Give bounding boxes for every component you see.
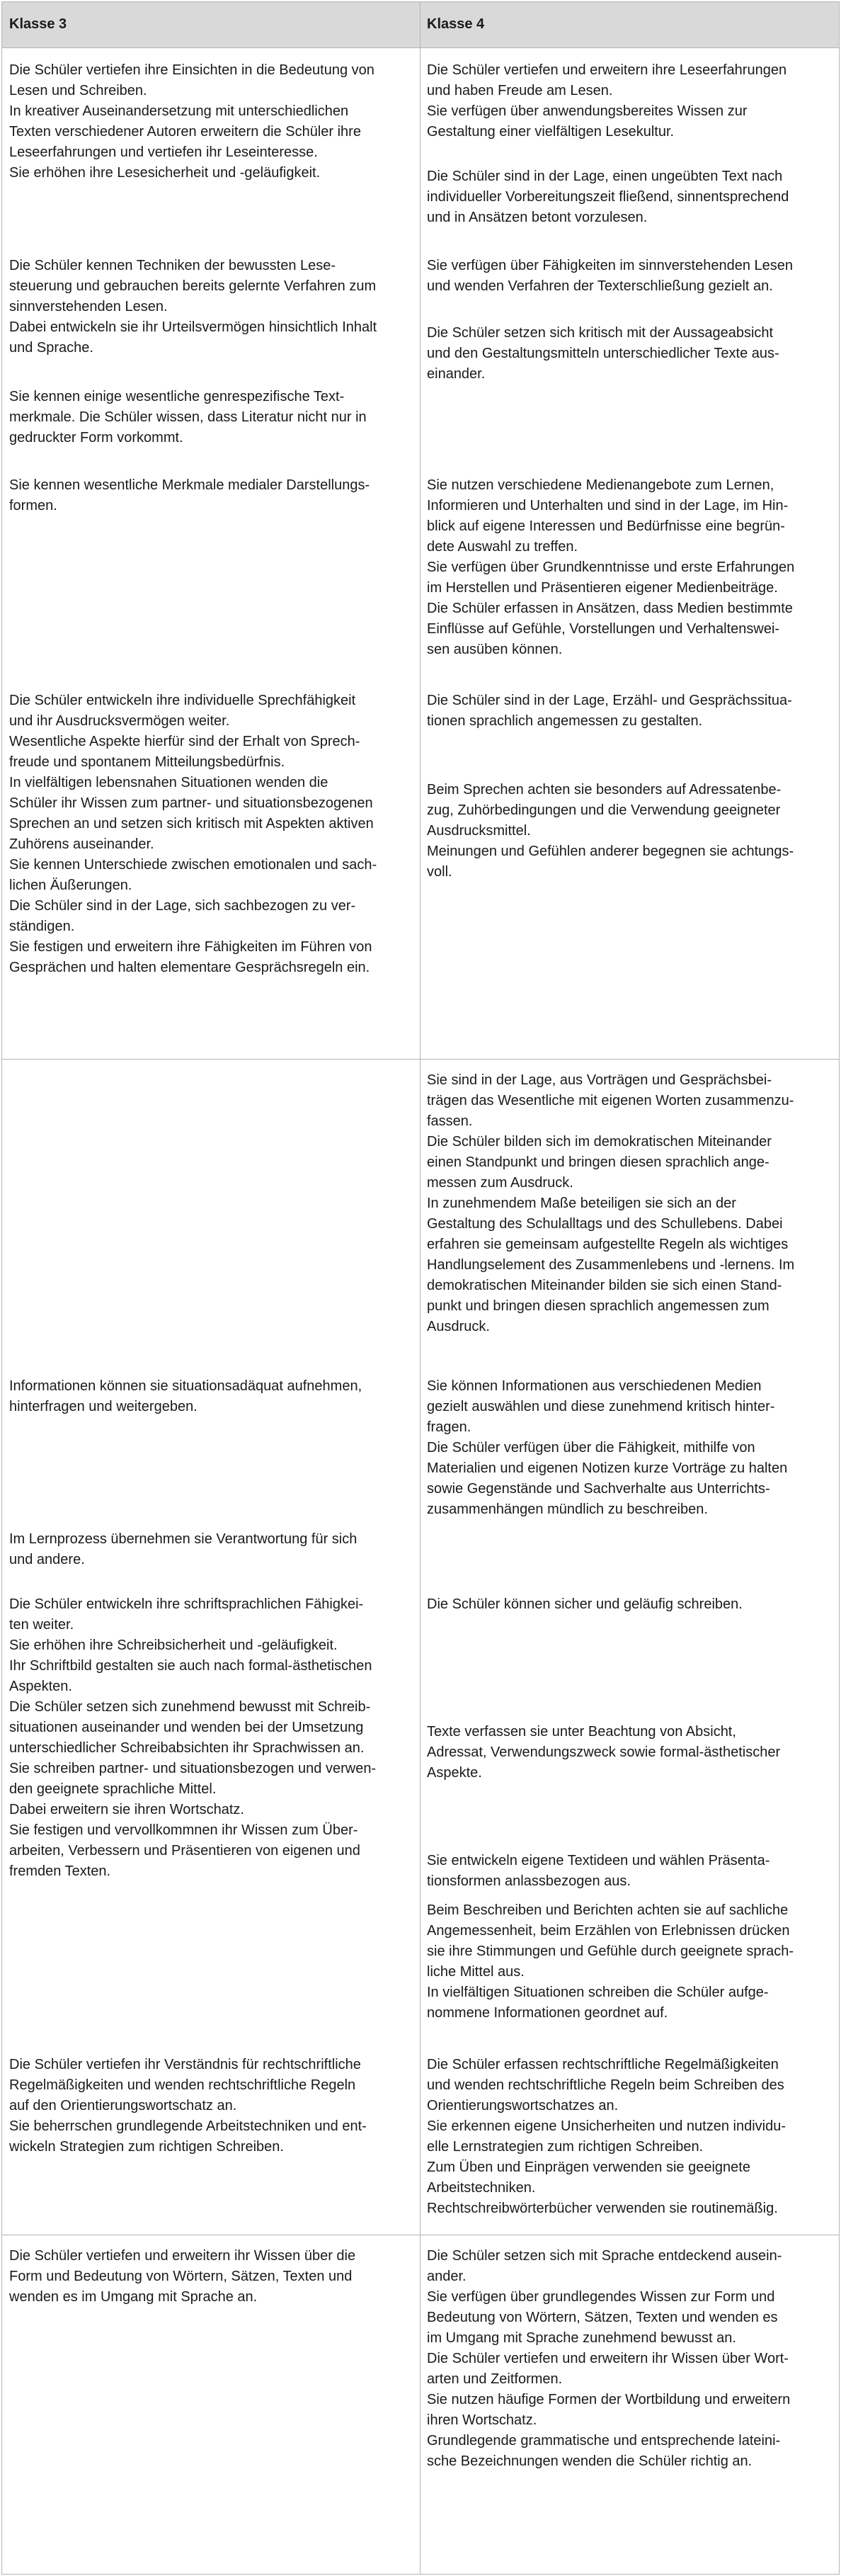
text-line: Texte verfassen sie unter Beachtung von Absicht, <box>427 1724 736 1740</box>
text-line: Sie kennen Unterschiede zwischen emotionalen und sach- <box>9 857 377 873</box>
text-line: Die Schüler setzen sich mit Sprache entdeckend ausein- <box>427 2248 782 2264</box>
text-line: messen zum Ausdruck. <box>427 1175 573 1191</box>
text-line: Die Schüler sind in der Lage, Erzähl- und Gesprächssitua- <box>427 693 792 708</box>
text-line: Adressat, Verwendungszweck sowie formal-ästhetischer <box>427 1744 781 1760</box>
cell-text <box>427 2246 823 2472</box>
text-line: zug, Zuhörbedingungen und die Verwendung geeigneter <box>427 802 781 818</box>
text-line: Sie entwickeln eigene Textideen und wählen Präsenta- <box>427 1853 770 1868</box>
text-line: Die Schüler vertiefen und erweitern ihr Wissen über die <box>9 2248 356 2264</box>
cell-text <box>9 256 406 358</box>
text-line: Informationen können sie situationsadäquat aufnehmen, <box>9 1378 362 1394</box>
table-header-row <box>2 2 839 48</box>
text-line: und andere. <box>9 1552 85 1567</box>
text-line: ten weiter. <box>9 1617 74 1633</box>
text-line: Sie verfügen über Fähigkeiten im sinnverstehenden Lesen <box>427 258 793 273</box>
text-line: Sie kennen wesentliche Merkmale medialer Darstellungs- <box>9 477 370 493</box>
text-line: Orientierungswortschatzes an. <box>427 2098 619 2113</box>
text-line: In zunehmendem Maße beteiligen sie sich an der <box>427 1196 736 1211</box>
text-line: Dabei erweitern sie ihren Wortschatz. <box>9 1802 244 1817</box>
text-line: Sie verfügen über grundlegendes Wissen zur Form und <box>427 2289 775 2305</box>
text-line: tionen sprachlich angemessen zu gestalten. <box>427 713 703 729</box>
text-line: im Herstellen und Präsentieren eigener Medienbeiträge. <box>427 580 778 596</box>
text-line: steuerung und gebrauchen bereits gelernte Verfahren zum <box>9 278 377 294</box>
cell-text <box>427 256 823 297</box>
text-line: Informieren und Unterhalten und sind in der Lage, im Hin- <box>427 498 789 514</box>
cell-text <box>9 2055 406 2157</box>
text-line: zusammenhängen mündlich zu beschreiben. <box>427 1502 708 1517</box>
text-line: Die Schüler erfassen in Ansätzen, dass Medien bestimmte <box>427 601 793 616</box>
text-line: wickeln Strategien zum richtigen Schreiben. <box>9 2139 284 2155</box>
text-line: Sie kennen einige wesentliche genrespezifische Text- <box>9 389 345 404</box>
text-line: und den Gestaltungsmitteln unterschiedlicher Texte aus- <box>427 346 779 361</box>
text-line: Beim Sprechen achten sie besonders auf Adressatenbe- <box>427 782 782 798</box>
text-line: Gesprächen und halten elementare Gesprächsregeln ein. <box>9 960 370 975</box>
text-line: arbeiten, Verbessern und Präsentieren von eigenen und <box>9 1843 360 1859</box>
text-line: situationen auseinander und wenden bei der Umsetzung <box>9 1720 364 1735</box>
text-line: trägen das Wesentliche mit eigenen Worten zusammenzu- <box>427 1093 794 1108</box>
text-line: sche Bezeichnungen wenden die Schüler richtig an. <box>427 2453 753 2469</box>
text-line: Sie beherrschen grundlegende Arbeitstechniken und ent- <box>9 2118 367 2134</box>
cell-text <box>427 1900 823 2024</box>
cell-text <box>427 1722 823 1783</box>
cell-text <box>427 323 823 385</box>
text-line: Einflüsse auf Gefühle, Vorstellungen und Verhaltenswei- <box>427 621 780 637</box>
text-line: Lesen und Schreiben. <box>9 83 147 98</box>
text-line: Ihr Schriftbild gestalten sie auch nach formal-ästhetischen <box>9 1658 372 1674</box>
text-line: Gestaltung des Schulalltags und des Schullebens. Dabei <box>427 1216 783 1232</box>
text-line: Zuhörens auseinander. <box>9 836 154 852</box>
text-line: Die Schüler bilden sich im demokratischen Miteinander <box>427 1134 772 1150</box>
text-line: Aspekten. <box>9 1679 72 1694</box>
cell-text <box>427 166 823 228</box>
cell-text <box>9 691 406 978</box>
cell-text <box>9 2246 406 2308</box>
text-line: punkt und bringen diesen sprachlich angemessen zum <box>427 1298 770 1314</box>
text-line: Regelmäßigkeiten und wenden rechtschriftliche Regeln <box>9 2077 356 2093</box>
cell-text <box>427 780 823 883</box>
text-line: formen. <box>9 498 57 514</box>
text-line: Sprechen an und setzen sich kritisch mit Aspekten aktiven <box>9 816 374 832</box>
text-line: erfahren sie gemeinsam aufgestellte Regeln als wichtiges <box>427 1237 789 1252</box>
cell-text <box>427 1376 823 1520</box>
text-line: liche Mittel aus. <box>427 1964 525 1980</box>
text-line: Texten verschiedener Autoren erweitern die Schüler ihre <box>9 124 361 140</box>
text-line: Die Schüler verfügen über die Fähigkeit, mithilfe von <box>427 1440 755 1456</box>
text-line: sie ihre Stimmungen und Gefühle durch geeignete sprach- <box>427 1944 794 1959</box>
text-line: Die Schüler setzen sich zunehmend bewusst mit Schreib- <box>9 1699 371 1715</box>
text-line: fragen. <box>427 1419 471 1435</box>
cell-text <box>9 1376 406 1417</box>
text-line: Die Schüler vertiefen ihre Einsichten in die Bedeutung von <box>9 62 374 78</box>
text-line: Materialien und eigenen Notizen kurze Vorträge zu halten <box>427 1460 788 1476</box>
text-line: Zum Üben und Einprägen verwenden sie geeignete <box>427 2160 750 2175</box>
text-line: und wenden rechtschriftliche Regeln beim Schreiben des <box>427 2077 784 2093</box>
text-line: und in Ansätzen betont vorzulesen. <box>427 210 648 225</box>
text-line: Arbeitstechniken. <box>427 2180 536 2196</box>
cell-text <box>427 691 823 732</box>
text-line: tionsformen anlassbezogen aus. <box>427 1873 631 1889</box>
text-line: ihren Wortschatz. <box>427 2412 537 2428</box>
text-line: Dabei entwickeln sie ihr Urteilsvermögen hinsichtlich Inhalt <box>9 319 377 335</box>
text-line: Form und Bedeutung von Wörtern, Sätzen, Texten und <box>9 2269 353 2284</box>
cell-text <box>9 1594 406 1882</box>
text-line: In kreativer Auseinandersetzung mit unterschiedlichen <box>9 103 349 119</box>
curriculum-table <box>1 1 840 2575</box>
text-line: fremden Texten. <box>9 1863 111 1879</box>
text-line: ander. <box>427 2269 467 2284</box>
text-line: Sie erhöhen ihre Schreibsicherheit und -geläufigkeit. <box>9 1638 338 1653</box>
text-line: merkmale. Die Schüler wissen, dass Literatur nicht nur in <box>9 409 367 425</box>
text-line: und Sprache. <box>9 340 93 356</box>
text-line: und wenden Verfahren der Texterschließung gezielt an. <box>427 278 773 294</box>
text-line: Rechtschreibwörterbücher verwenden sie routinemäßig. <box>427 2201 778 2216</box>
text-line: Die Schüler vertiefen und erweitern ihr Wissen über Wort- <box>427 2351 789 2366</box>
text-line: hinterfragen und weitergeben. <box>9 1399 198 1414</box>
text-line: Die Schüler entwickeln ihre individuelle Sprechfähigkeit <box>9 693 356 708</box>
text-line: sinnverstehenden Lesen. <box>9 299 168 314</box>
text-line: Schüler ihr Wissen zum partner- und situationsbezogenen <box>9 795 373 811</box>
text-line: demokratischen Miteinander bilden sie sich einen Stand- <box>427 1278 782 1293</box>
text-line: Handlungselement des Zusammenlebens und -lernens. Im <box>427 1257 795 1273</box>
text-line: gedruckter Form vorkommt. <box>9 430 183 446</box>
text-line: Ausdruck. <box>427 1319 490 1334</box>
text-line: sowie Gegenstände und Sachverhalte aus Unterrichts- <box>427 1481 770 1497</box>
text-line: Grundlegende grammatische und entsprechende lateini- <box>427 2433 781 2449</box>
text-line: Die Schüler erfassen rechtschriftliche Regelmäßigkeiten <box>427 2057 779 2072</box>
text-line: Aspekte. <box>427 1765 482 1781</box>
text-line: wenden es im Umgang mit Sprache an. <box>9 2289 258 2305</box>
text-line: In vielfältigen lebensnahen Situationen wenden die <box>9 775 328 790</box>
text-line: Sie erkennen eigene Unsicherheiten und nutzen individu- <box>427 2118 786 2134</box>
text-line: elle Lernstrategien zum richtigen Schreiben. <box>427 2139 704 2155</box>
text-line: Sie schreiben partner- und situationsbezogen und verwen- <box>9 1761 377 1776</box>
text-line: Die Schüler sind in der Lage, einen ungeübten Text nach <box>427 169 783 184</box>
text-line: Die Schüler entwickeln ihre schriftsprachlichen Fähigkei- <box>9 1596 364 1612</box>
cell-text <box>427 60 823 142</box>
cell-text <box>9 1529 406 1570</box>
text-line: Sie nutzen häufige Formen der Wortbildung und erweitern <box>427 2392 791 2407</box>
cell-text <box>9 60 406 183</box>
text-line: arten und Zeitformen. <box>427 2371 563 2387</box>
text-line: Sie nutzen verschiedene Medienangebote zum Lernen, <box>427 477 774 493</box>
text-line: und haben Freude am Lesen. <box>427 83 613 98</box>
text-line: gezielt auswählen und diese zunehmend kritisch hinter- <box>427 1399 775 1414</box>
text-line: Bedeutung von Wörtern, Sätzen, Texten und wenden es <box>427 2310 778 2325</box>
text-line: Die Schüler vertiefen ihr Verständnis für rechtschriftliche <box>9 2057 361 2072</box>
text-line: Sie festigen und vervollkommnen ihr Wissen zum Über- <box>9 1822 358 1838</box>
text-line: Die Schüler vertiefen und erweitern ihre Leseerfahrungen <box>427 62 787 78</box>
text-line: Wesentliche Aspekte hierfür sind der Erhalt von Sprech- <box>9 734 360 749</box>
text-line: Die Schüler sind in der Lage, sich sachbezogen zu ver- <box>9 898 356 914</box>
text-line: dete Auswahl zu treffen. <box>427 539 578 555</box>
text-line: Angemessenheit, beim Erzählen von Erlebnissen drücken <box>427 1923 790 1939</box>
row-divider <box>2 1059 839 1060</box>
text-line: den geeignete sprachliche Mittel. <box>9 1781 217 1797</box>
cell-text <box>427 1594 823 1615</box>
text-line: ständigen. <box>9 919 75 934</box>
cell-text <box>9 475 406 516</box>
text-line: individueller Vorbereitungszeit fließend, sinnentsprechend <box>427 189 789 205</box>
text-line: Die Schüler können sicher und geläufig schreiben. <box>427 1596 743 1612</box>
text-line: nommene Informationen geordnet auf. <box>427 2005 668 2021</box>
text-line: auf den Orientierungswortschatz an. <box>9 2098 237 2113</box>
text-line: freude und spontanem Mitteilungsbedürfnis. <box>9 754 285 770</box>
text-line: Gestaltung einer vielfältigen Lesekultur. <box>427 124 675 140</box>
text-line: fassen. <box>427 1113 473 1129</box>
header-klasse-3: Klasse 3 <box>9 16 67 32</box>
text-line: Sie können Informationen aus verschiedenen Medien <box>427 1378 762 1394</box>
text-line: Die Schüler kennen Techniken der bewussten Lese- <box>9 258 336 273</box>
text-line: Im Lernprozess übernehmen sie Verantwortung für sich <box>9 1531 357 1547</box>
text-line: und ihr Ausdrucksvermögen weiter. <box>9 713 230 729</box>
text-line: Meinungen und Gefühlen anderer begegnen sie achtungs- <box>427 844 794 859</box>
text-line: Sie verfügen über Grundkenntnisse und erste Erfahrungen <box>427 560 795 575</box>
text-line: unterschiedlicher Schreibabsichten ihr Sprachwissen an. <box>9 1740 365 1756</box>
cell-text <box>427 475 823 660</box>
text-line: Sie festigen und erweitern ihre Fähigkeiten im Führen von <box>9 939 372 955</box>
text-line: voll. <box>427 864 452 880</box>
text-line: im Umgang mit Sprache zunehmend bewusst an. <box>427 2330 736 2346</box>
text-line: Sie sind in der Lage, aus Vorträgen und Gesprächsbei- <box>427 1072 772 1088</box>
text-line: blick auf eigene Interessen und Bedürfnisse eine begrün- <box>427 518 785 534</box>
text-line: In vielfältigen Situationen schreiben die Schüler aufge- <box>427 1985 769 2000</box>
text-line: Die Schüler setzen sich kritisch mit der Aussageabsicht <box>427 325 774 341</box>
text-line: Ausdrucksmittel. <box>427 823 531 839</box>
text-line: sen ausüben können. <box>427 642 563 657</box>
text-line: Sie erhöhen ihre Lesesicherheit und -geläufigkeit. <box>9 165 321 181</box>
text-line: lichen Äußerungen. <box>9 878 132 893</box>
text-line: Leseerfahrungen und vertiefen ihr Leseinteresse. <box>9 144 318 160</box>
text-line: Beim Beschreiben und Berichten achten sie auf sachliche <box>427 1902 789 1918</box>
text-line: einander. <box>427 366 486 382</box>
cell-text <box>427 2055 823 2219</box>
cell-text <box>427 1070 823 1337</box>
cell-text <box>9 387 406 448</box>
header-klasse-4: Klasse 4 <box>427 16 485 32</box>
cell-text <box>427 1851 823 1892</box>
text-line: Sie verfügen über anwendungsbereites Wissen zur <box>427 103 748 119</box>
text-line: einen Standpunkt und bringen diesen sprachlich ange- <box>427 1154 770 1170</box>
